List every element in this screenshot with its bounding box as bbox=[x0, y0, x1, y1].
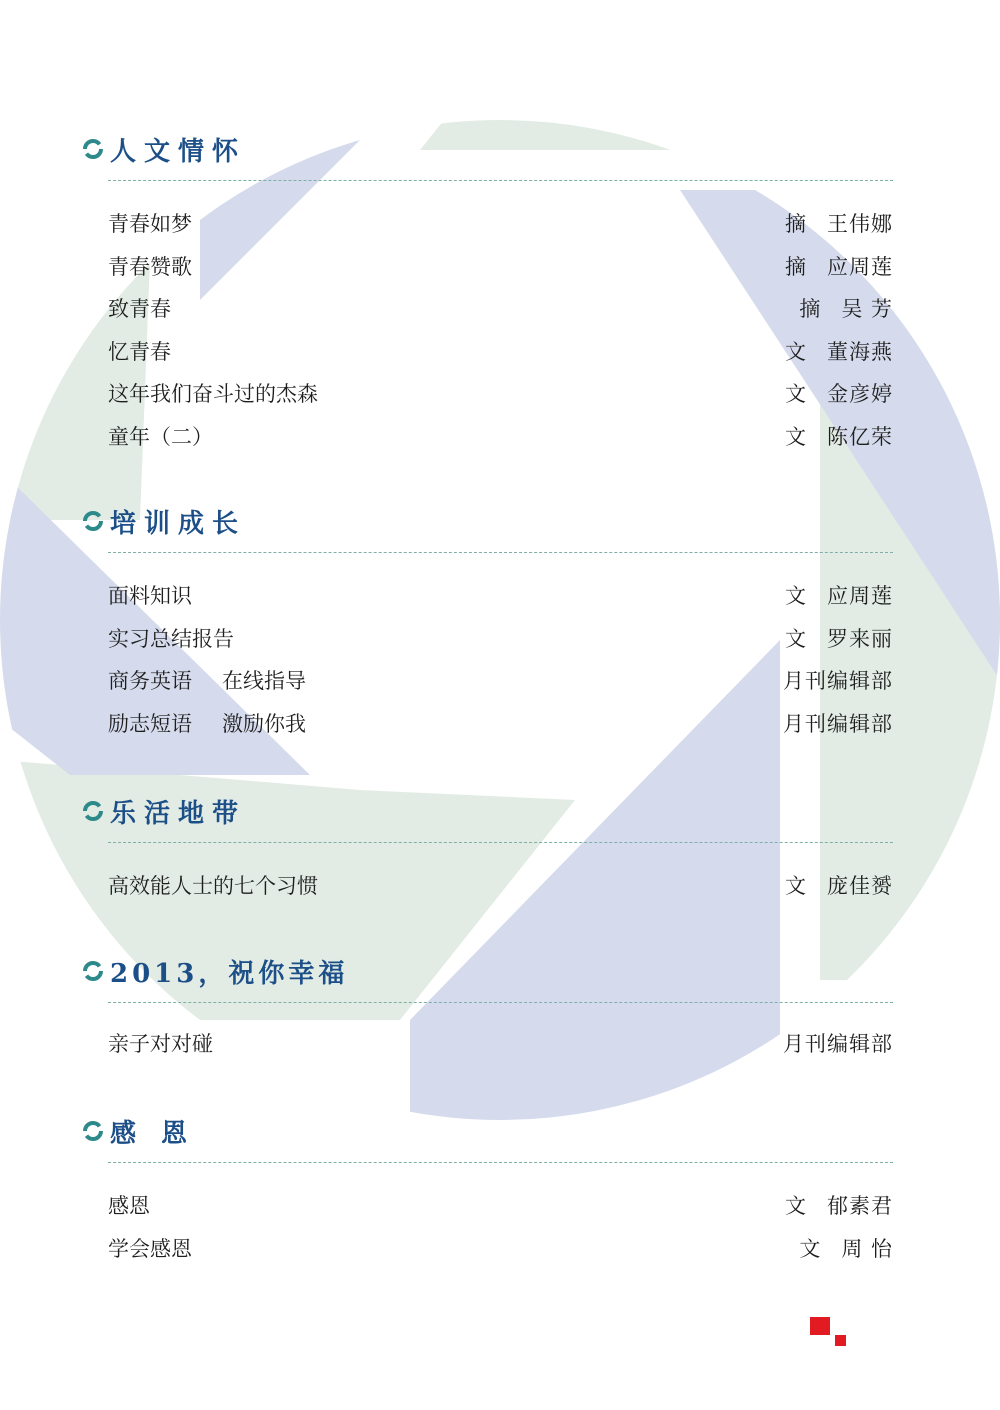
entry-title: 学会感恩 bbox=[108, 1236, 192, 1261]
section-title: 感 恩 bbox=[110, 1118, 196, 1149]
entry-author: 金彦婷 bbox=[827, 382, 893, 407]
entry-title: 商务英语 bbox=[108, 669, 192, 694]
entry-author: 郁素君 bbox=[827, 1194, 893, 1219]
entry-subtitle: 在线指导 bbox=[222, 669, 306, 694]
section-title: 人文情怀 bbox=[110, 136, 247, 167]
entry-author: 周 怡 bbox=[841, 1236, 893, 1261]
entry-list bbox=[108, 574, 893, 744]
toc-entry[interactable] bbox=[108, 330, 893, 373]
red-square-small bbox=[835, 1335, 846, 1346]
entry-list bbox=[108, 864, 893, 907]
entry-kind: 文 bbox=[785, 1194, 806, 1219]
section-title: 乐活地带 bbox=[110, 798, 247, 829]
entry-title: 亲子对对碰 bbox=[108, 1032, 213, 1057]
toc-entry[interactable] bbox=[108, 415, 893, 458]
entry-kind: 文 bbox=[785, 339, 806, 364]
swirl-icon bbox=[82, 1120, 104, 1142]
entry-title: 忆青春 bbox=[108, 339, 171, 364]
toc-entry[interactable] bbox=[108, 245, 893, 288]
toc-entry[interactable] bbox=[108, 574, 893, 617]
toc-entry[interactable] bbox=[108, 1184, 893, 1227]
swirl-icon bbox=[82, 800, 104, 822]
swirl-icon bbox=[82, 510, 104, 532]
toc-entry[interactable] bbox=[108, 617, 893, 660]
section-heading bbox=[82, 954, 348, 988]
entry-title: 实习总结报告 bbox=[108, 626, 234, 651]
dashed-divider bbox=[108, 1162, 893, 1163]
entry-title: 高效能人士的七个习惯 bbox=[108, 874, 318, 899]
entry-kind: 摘 bbox=[799, 297, 821, 322]
toc-entry[interactable] bbox=[108, 659, 893, 702]
toc-entry[interactable] bbox=[108, 1022, 893, 1065]
section-heading bbox=[82, 1114, 195, 1148]
section-heading bbox=[82, 132, 246, 166]
entry-author: 吴 芳 bbox=[841, 297, 893, 322]
entry-author: 应周莲 bbox=[827, 254, 893, 279]
entry-author: 月刊编辑部 bbox=[783, 1032, 893, 1057]
entry-kind: 文 bbox=[785, 626, 806, 651]
entry-kind: 文 bbox=[785, 874, 806, 899]
section-title: 培训成长 bbox=[110, 508, 247, 539]
swirl-icon bbox=[82, 138, 104, 160]
entry-list bbox=[108, 1022, 893, 1065]
entry-author: 月刊编辑部 bbox=[783, 711, 893, 736]
dashed-divider bbox=[108, 552, 893, 553]
toc-entry[interactable] bbox=[108, 287, 893, 330]
toc-entry[interactable] bbox=[108, 202, 893, 245]
entry-title: 青春如梦 bbox=[108, 212, 192, 237]
entry-author: 董海燕 bbox=[827, 339, 893, 364]
toc-entry[interactable] bbox=[108, 372, 893, 415]
entry-title: 童年（二） bbox=[108, 424, 213, 449]
entry-author: 王伟娜 bbox=[827, 212, 893, 237]
entry-subtitle: 激励你我 bbox=[222, 711, 306, 736]
entry-kind: 文 bbox=[785, 584, 806, 609]
toc-entry[interactable] bbox=[108, 864, 893, 907]
toc-entry[interactable] bbox=[108, 702, 893, 745]
entry-author: 应周莲 bbox=[827, 584, 893, 609]
section-title: 2013，祝你幸福 bbox=[110, 958, 349, 989]
entry-kind: 摘 bbox=[785, 212, 806, 237]
entry-title: 感恩 bbox=[108, 1194, 150, 1219]
toc-entry[interactable] bbox=[108, 1227, 893, 1270]
section-heading bbox=[82, 504, 246, 538]
swirl-icon bbox=[82, 960, 104, 982]
entry-title: 青春赞歌 bbox=[108, 254, 192, 279]
entry-author: 月刊编辑部 bbox=[783, 669, 893, 694]
red-square-large bbox=[810, 1317, 830, 1335]
entry-title: 这年我们奋斗过的杰森 bbox=[108, 382, 318, 407]
entry-title: 致青春 bbox=[108, 297, 171, 322]
entry-kind: 文 bbox=[785, 382, 806, 407]
entry-title: 励志短语 bbox=[108, 711, 192, 736]
entry-author: 庞佳赟 bbox=[827, 874, 893, 899]
entry-kind: 文 bbox=[785, 424, 806, 449]
entry-title: 面料知识 bbox=[108, 584, 192, 609]
entry-kind: 摘 bbox=[785, 254, 806, 279]
entry-kind: 文 bbox=[799, 1236, 821, 1261]
dashed-divider bbox=[108, 180, 893, 181]
entry-list bbox=[108, 1184, 893, 1269]
entry-author: 罗来丽 bbox=[827, 626, 893, 651]
dashed-divider bbox=[108, 1002, 893, 1003]
dashed-divider bbox=[108, 842, 893, 843]
entry-author: 陈亿荣 bbox=[827, 424, 893, 449]
section-heading bbox=[82, 794, 246, 828]
entry-list bbox=[108, 202, 893, 457]
